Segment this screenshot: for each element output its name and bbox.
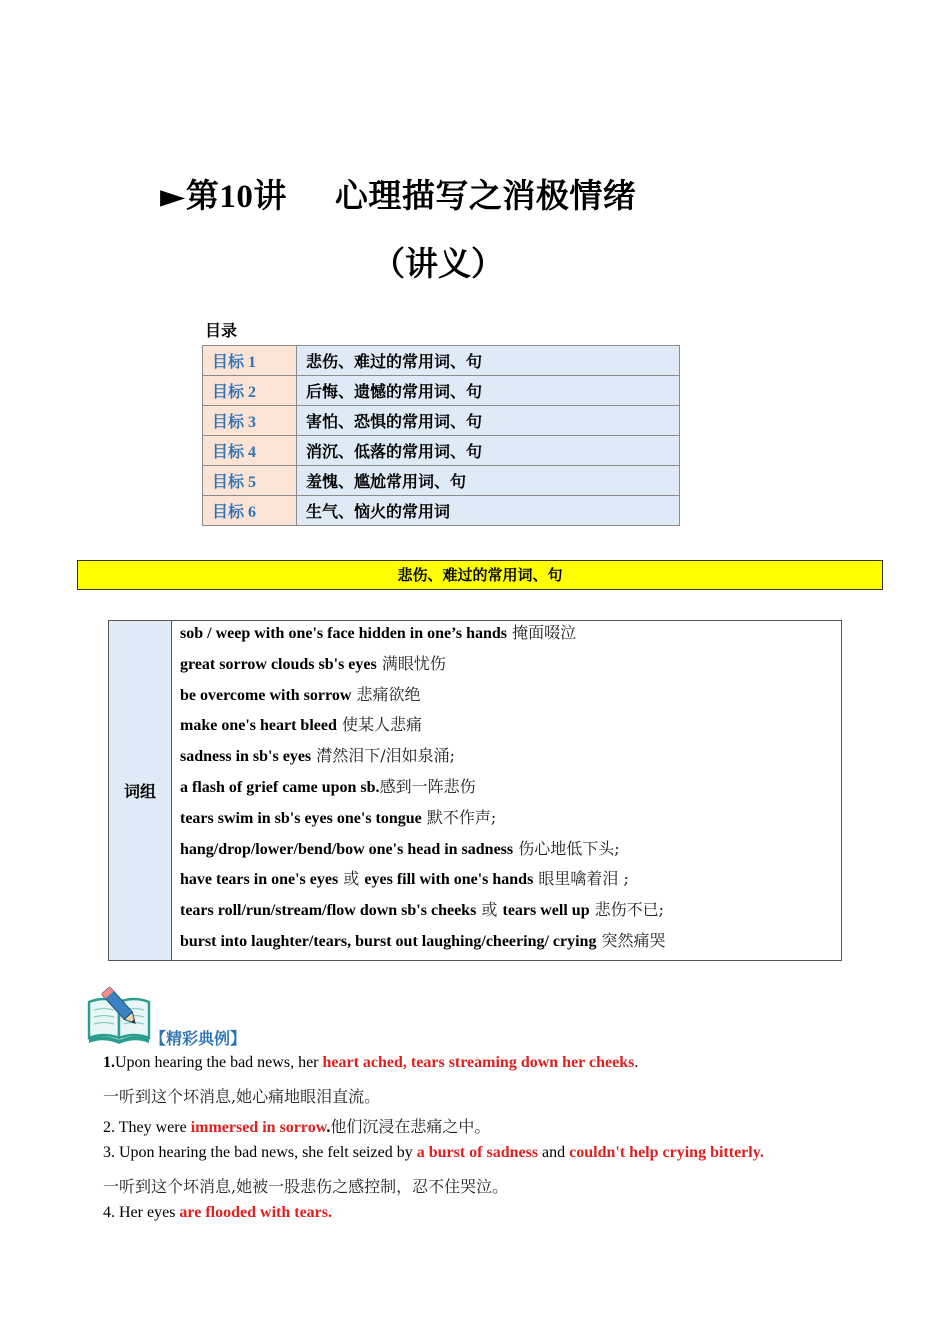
- toc-key: 目标 2: [203, 376, 297, 406]
- toc-value: 生气、恼火的常用词: [297, 496, 680, 526]
- phrase-cn: 感到一阵悲伤: [379, 776, 476, 796]
- toc-row: [203, 346, 680, 376]
- toc-value: 消沉、低落的常用词、句: [297, 436, 680, 466]
- phrase-en: sob / weep with one's face hidden in one’s hands: [180, 625, 508, 642]
- example-period: .: [326, 1119, 331, 1136]
- example-number: 1.: [103, 1054, 115, 1071]
- toc-row: [203, 376, 680, 406]
- example-3-translation: [103, 1174, 508, 1197]
- section-banner: 悲伤、难过的常用词、句: [77, 560, 883, 590]
- phrase-cn: 满眼忧伤: [376, 653, 446, 673]
- phrase-category-label: 词组: [109, 621, 172, 961]
- phrase-item: [180, 713, 841, 744]
- example-translation: 一听到这个坏消息,她心痛地眼泪直流。: [103, 1087, 381, 1106]
- phrase-cn: 悲痛欲绝: [351, 684, 421, 704]
- example-translation: 一听到这个坏消息,她被一股悲伤之感控制，忍不住哭泣。: [103, 1177, 509, 1196]
- phrase-cn: 或: [338, 869, 365, 889]
- phrase-en: have tears in one's eyes: [180, 871, 339, 889]
- lecture-title: [160, 170, 636, 217]
- example-text: They were: [118, 1119, 191, 1136]
- example-number: 2.: [103, 1119, 119, 1136]
- example-2: [103, 1114, 490, 1137]
- phrase-item: [180, 652, 841, 683]
- title-suffix: 讲: [253, 176, 287, 215]
- phrase-item: [180, 621, 841, 652]
- example-translation: 他们沉浸在悲痛之中。: [330, 1117, 491, 1136]
- toc-label: 目录: [205, 321, 238, 340]
- toc-key: 目标 3: [203, 406, 297, 436]
- toc-value: 害怕、恐惧的常用词、句: [297, 406, 680, 436]
- phrase-cn: 伤心地低下头;: [513, 838, 620, 858]
- phrase-cn-alt: 悲伤不已;: [589, 900, 665, 920]
- phrase-cn: 突然痛哭: [596, 930, 666, 950]
- lecture-subtitle: （讲义）: [372, 244, 504, 283]
- title-prefix: 第: [185, 176, 220, 215]
- phrase-cn: 或: [476, 900, 503, 920]
- example-highlight-2: couldn't help crying bitterly.: [569, 1144, 764, 1161]
- phrase-item: [180, 744, 841, 775]
- phrase-cn: 潸然泪下/泪如泉涌;: [311, 746, 456, 766]
- example-1-translation: [103, 1084, 380, 1107]
- toc-key: 目标 6: [203, 496, 297, 526]
- phrase-en-alt: eyes fill with one's hands: [364, 871, 534, 889]
- example-highlight: immersed in sorrow: [190, 1119, 327, 1136]
- example-highlight: heart ached, tears streaming down her cheeks: [322, 1054, 635, 1071]
- toc-key: 目标 5: [203, 466, 297, 496]
- phrase-item: [180, 929, 841, 960]
- phrase-item: [180, 775, 841, 806]
- example-text-end: .: [634, 1054, 639, 1071]
- phrase-cn-alt: 眼里噙着泪 ;: [533, 869, 629, 889]
- toc-row: [203, 436, 680, 466]
- phrase-en-alt: tears well up: [502, 902, 590, 920]
- toc-value: 羞愧、尴尬常用词、句: [297, 466, 680, 496]
- phrase-en: burst into laughter/tears, burst out laughing/cheering/ crying: [180, 932, 597, 950]
- phrase-en: a flash of grief came upon sb.: [180, 778, 380, 796]
- toc-key: 目标 1: [203, 346, 297, 376]
- phrase-en: be overcome with sorrow: [180, 686, 352, 704]
- phrase-item: [180, 898, 841, 929]
- phrase-en: great sorrow clouds sb's eyes: [180, 655, 377, 673]
- phrase-en: tears swim in sb's eyes one's tongue: [180, 809, 422, 827]
- example-3: [103, 1144, 764, 1162]
- phrase-en: tears roll/run/stream/flow down sb's cheeks: [180, 902, 477, 920]
- phrase-table: [108, 620, 842, 961]
- phrase-item: [180, 683, 841, 714]
- example-4: [103, 1204, 332, 1222]
- example-text-mid: and: [538, 1144, 570, 1161]
- toc-value: 悲伤、难过的常用词、句: [297, 346, 680, 376]
- example-highlight: are flooded with tears.: [179, 1204, 332, 1221]
- phrase-cn: 默不作声;: [421, 807, 497, 827]
- phrase-item: [180, 837, 841, 868]
- phrase-item: [180, 806, 841, 837]
- phrase-en: sadness in sb's eyes: [180, 748, 312, 766]
- phrase-cn: 掩面啜泣: [507, 623, 577, 642]
- toc-row: [203, 466, 680, 496]
- examples-label: 【精彩典例】: [150, 1029, 247, 1048]
- example-number: 4.: [103, 1204, 119, 1221]
- toc-value: 后悔、遗憾的常用词、句: [297, 376, 680, 406]
- title-topic: 心理描写之消极情绪: [334, 176, 637, 215]
- phrase-list: [172, 621, 842, 961]
- toc-key: 目标 4: [203, 436, 297, 466]
- phrase-en: hang/drop/lower/bend/bow one's head in sadness: [180, 840, 514, 858]
- example-text: Upon hearing the bad news, she felt seized by: [119, 1144, 417, 1161]
- example-1: [103, 1054, 638, 1072]
- open-book-pencil-icon: [86, 986, 152, 1044]
- title-number: 10: [219, 179, 254, 215]
- toc-row: [203, 496, 680, 526]
- phrase-cn: 使某人悲痛: [336, 715, 422, 735]
- title-marker: ►: [160, 176, 186, 215]
- phrase-en: make one's heart bleed: [180, 717, 337, 735]
- example-number: 3.: [103, 1144, 119, 1161]
- phrase-item: [180, 867, 841, 898]
- example-highlight: a burst of sadness: [416, 1144, 539, 1161]
- example-text: Upon hearing the bad news, her: [115, 1054, 323, 1071]
- toc-table: [202, 345, 680, 526]
- toc-row: [203, 406, 680, 436]
- example-text: Her eyes: [119, 1204, 180, 1221]
